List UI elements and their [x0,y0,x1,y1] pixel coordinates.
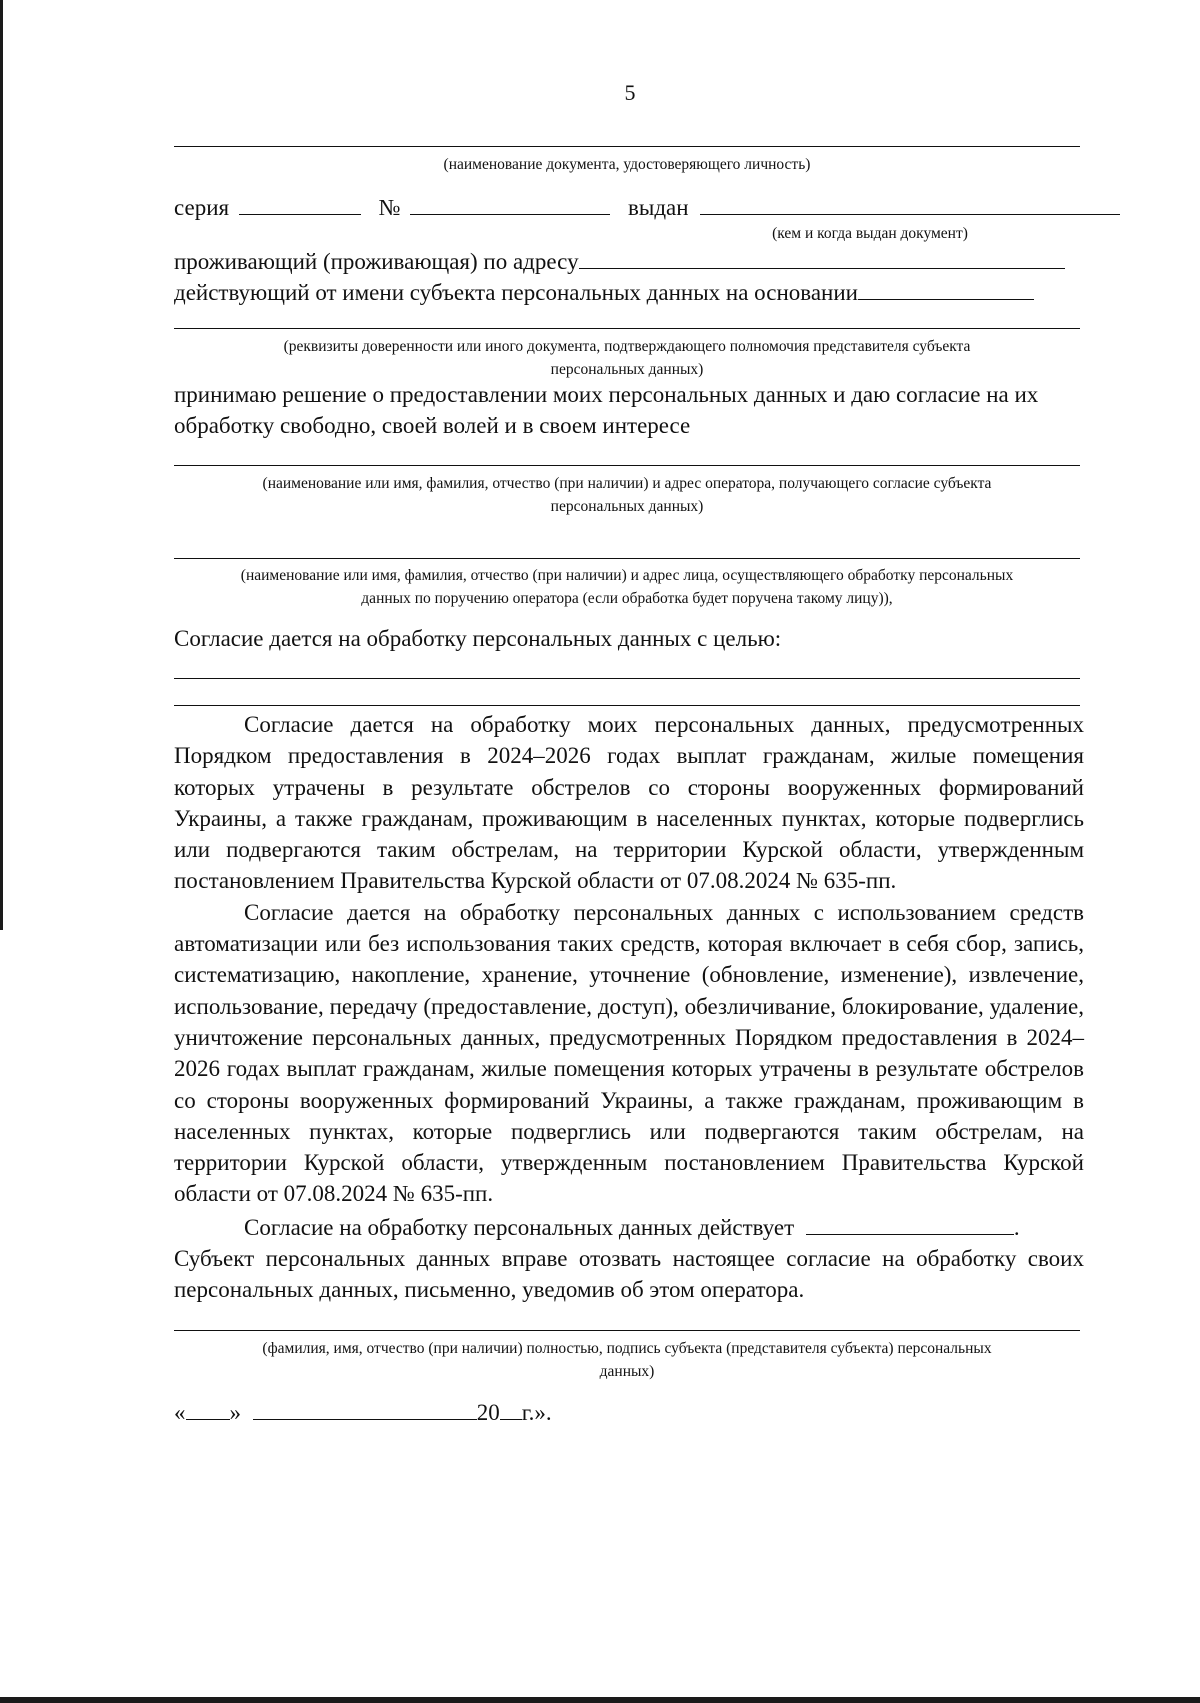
processor-caption-line2: данных по поручению оператора (если обработка будет поручена такому лицу)), [361,590,893,607]
signature-field[interactable] [174,1330,1080,1331]
power-doc-field[interactable] [174,328,1080,329]
acting-line [174,275,1084,308]
date-open-quote: « [174,1400,186,1425]
operator-caption [174,472,1080,518]
purpose-field-2[interactable] [174,705,1080,706]
decision-line2: обработку свободно, своей волей и в своем интересе [174,413,691,438]
purpose-label: Согласие дается на обработку персональных данных с целью: [174,626,782,651]
signature-caption [174,1337,1080,1383]
signature-caption-line2: данных) [599,1363,655,1380]
power-doc-caption-line2: персональных данных) [550,361,704,378]
power-doc-caption [174,335,1080,381]
validity-end: . [1013,1214,1020,1240]
residence-line [174,244,1084,277]
passport-line [174,190,1084,223]
issued-caption: (кем и когда выдан документ) [772,225,968,242]
date-suffix: г.». [521,1400,552,1425]
purpose-field-1[interactable] [174,678,1080,679]
operator-caption-line1: (наименование или имя, фамилия, отчество (при наличии) и адрес оператора, получающего согласие субъекта [262,475,992,492]
issued-field[interactable] [700,190,1120,215]
paragraph-2: Согласие дается на обработку персональных данных с использованием средств автоматизации или без использования таких средств, которая включает в себя сбор, запись, систематизацию, накопление, хранение, уточнение (обновление, изменение), извлечение, использование, передачу (предоставление, доступ), обезличивание, блокирование, удаление, уничтожение персональных данных, предусмотренных Порядком предоставления в 2024–2026 годах выплат гражданам, жилые помещения которых утрачены в результате обстрелов со стороны вооруженных формирований Украины, а также гражданам, проживающим в населенных пунктах, которые подверглись или подвергаются таким обстрелам, на территории Курской области, утвержденным постановлением Правительства Курской области от 07.08.2024 № 635-пп. [174,899,1084,1207]
date-close-quote: » [229,1400,241,1425]
signature-caption-line1: (фамилия, имя, отчество (при наличии) полностью, подпись субъекта (представителя субъекта) персональных [262,1340,992,1357]
decision-line1: принимаю решение о предоставлении моих персональных данных и даю согласие на их [174,382,1039,407]
number-field[interactable] [410,190,610,215]
validity-field[interactable] [806,1210,1014,1235]
processor-caption [174,564,1080,610]
residence-label: проживающий (проживающая) по адресу [174,249,579,274]
issued-label: выдан [628,195,689,220]
identity-doc-field[interactable] [174,146,1080,147]
scan-edge-left [0,0,3,930]
year-field[interactable] [500,1395,522,1420]
number-label: № [378,195,401,220]
series-field[interactable] [239,190,361,215]
processor-field[interactable] [174,558,1080,559]
acting-field[interactable] [858,275,1034,300]
paragraph-4: Субъект персональных данных вправе отозвать настоящее согласие на обработку своих персональных данных, письменно, уведомив об этом оператора. [174,1246,1084,1303]
residence-field[interactable] [579,244,1065,269]
series-label: серия [174,195,230,220]
scan-edge-bottom [0,1697,1200,1703]
processor-caption-line1: (наименование или имя, фамилия, отчество (при наличии) и адрес лица, осуществляющего обработку персональных [240,567,1014,584]
consent-body [174,709,1084,1306]
day-field[interactable] [186,1395,230,1420]
operator-caption-line2: персональных данных) [550,498,704,515]
paragraph-3 [174,1210,1084,1243]
power-doc-caption-line1: (реквизиты доверенности или иного документа, подтверждающего полномочия представителя субъекта [283,338,971,355]
page-number: 5 [624,80,636,105]
identity-doc-caption: (наименование документа, удостоверяющего личность) [443,156,811,173]
validity-label: Согласие на обработку персональных данных действует [244,1214,795,1240]
month-field[interactable] [253,1395,477,1420]
year-prefix: 20 [476,1400,500,1425]
paragraph-1: Согласие дается на обработку моих персональных данных, предусмотренных Порядком предоставления в 2024–2026 годах выплат гражданам, жилые помещения которых утрачены в результате обстрелов со стороны вооруженных формирований Украины, а также гражданам, проживающим в населенных пунктах, которые подверглись или подвергаются таким обстрелам, на территории Курской области, утвержденным постановлением Правительства Курской области от 07.08.2024 № 635-пп. [174,712,1084,894]
operator-field[interactable] [174,465,1080,466]
date-line [174,1395,1084,1428]
acting-label: действующий от имени субъекта персональных данных на основании [174,280,858,305]
